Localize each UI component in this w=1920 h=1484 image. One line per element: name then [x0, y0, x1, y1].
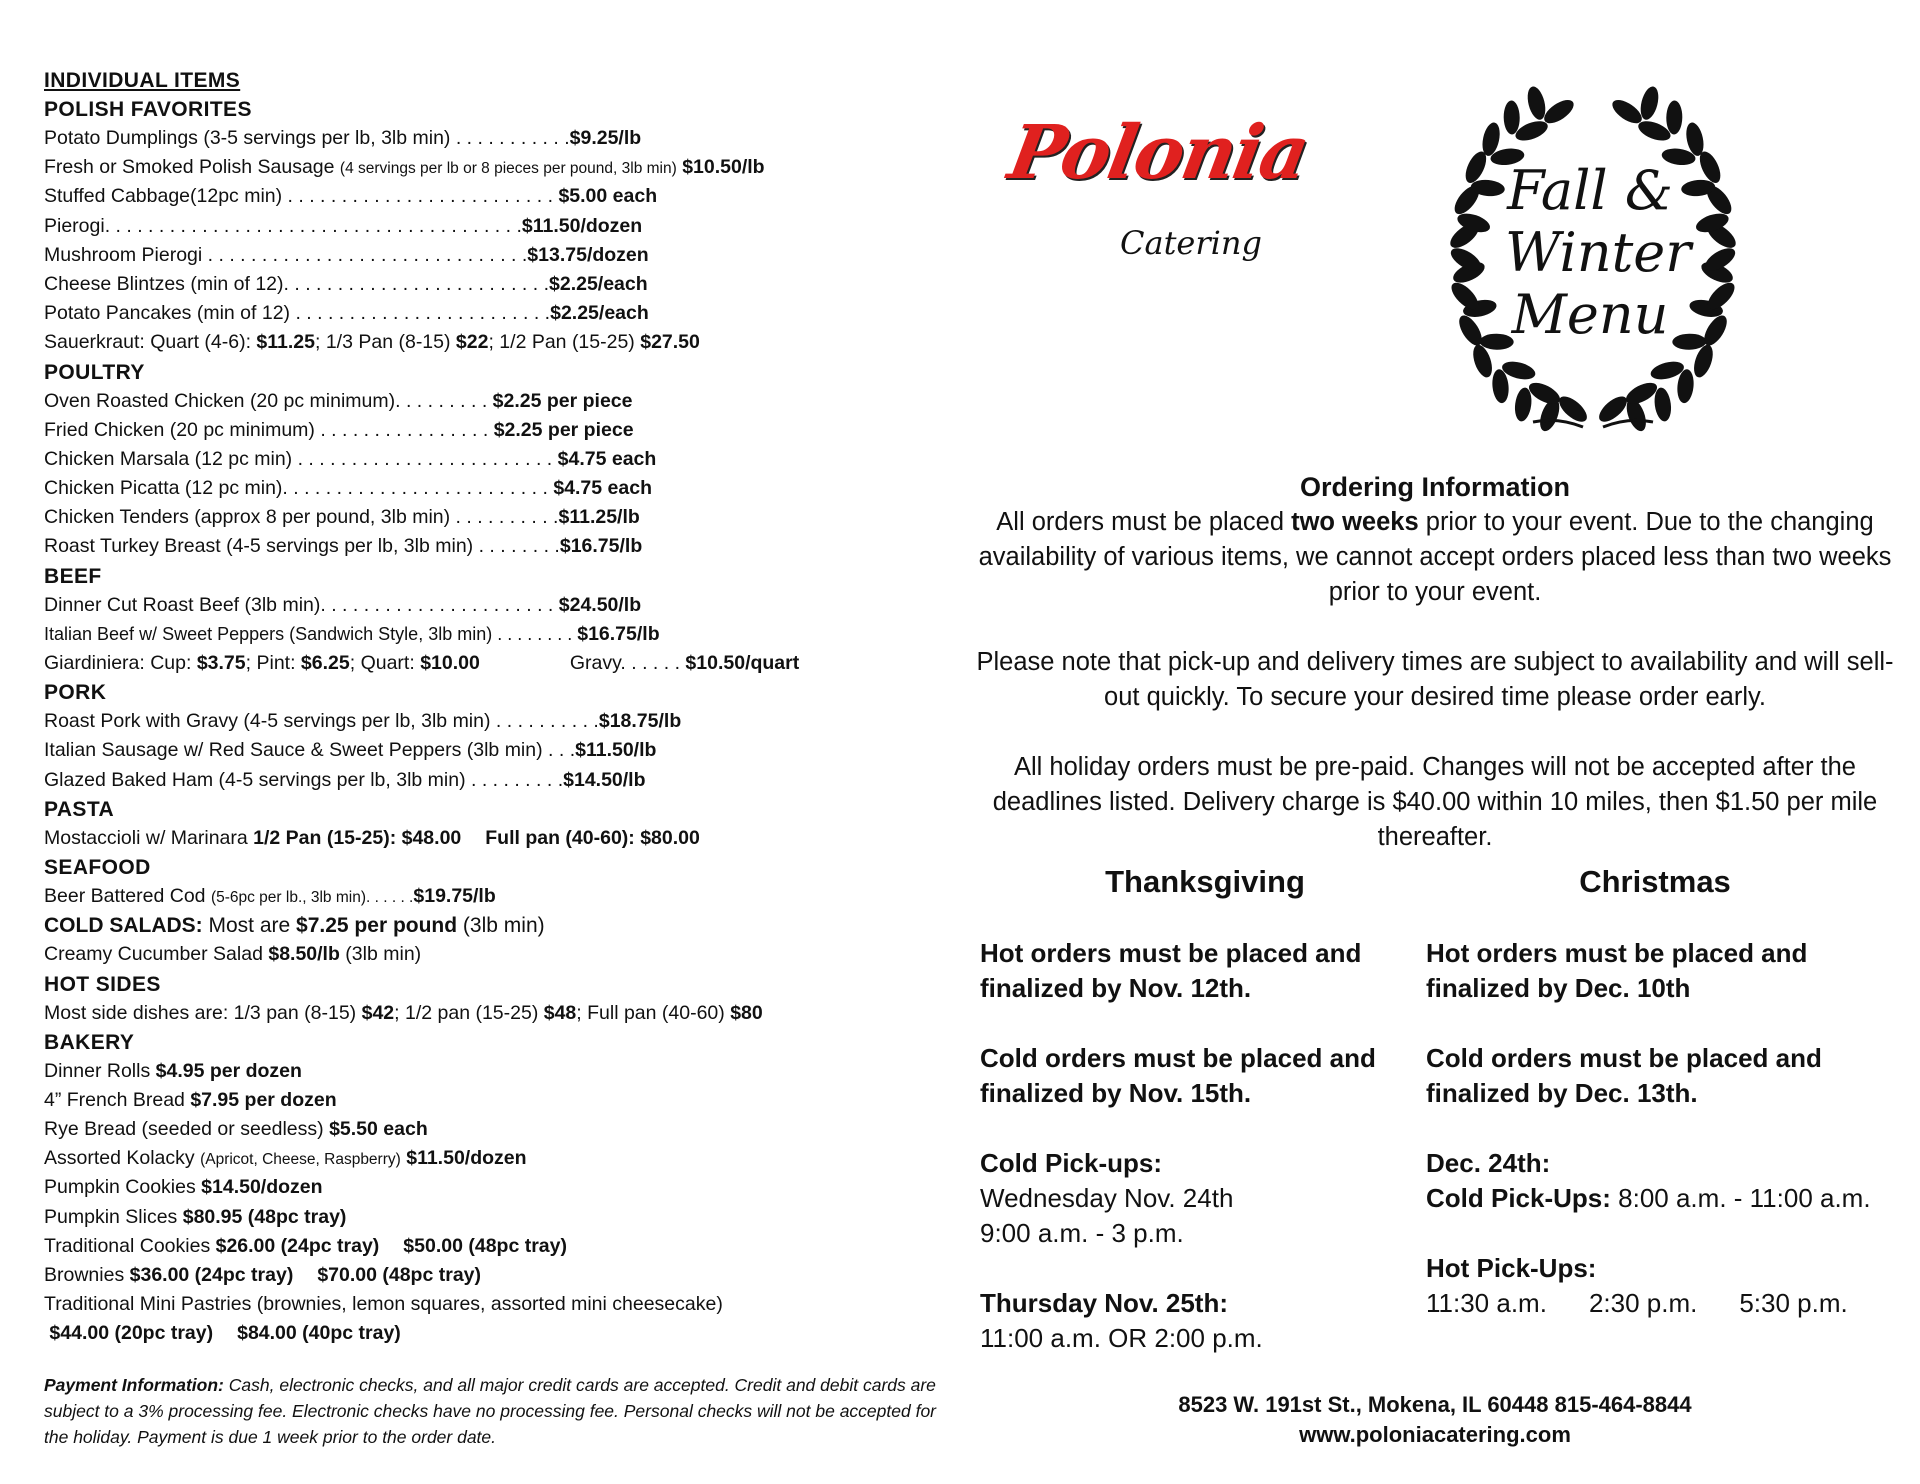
- laurel-leaf: [1653, 387, 1673, 423]
- dec-24-pickups: Dec. 24th: Cold Pick-Ups: 8:00 a.m. - 11:00 a.m.: [1426, 1148, 1871, 1213]
- menu-item: Beer Battered Cod (5-6pc per lb., 3lb min). . . . . .$19.75/lb: [44, 884, 496, 907]
- website-link[interactable]: www.poloniacatering.com: [1299, 1422, 1571, 1447]
- section-heading: POLISH FAVORITES: [44, 98, 252, 121]
- section-heading: SEAFOOD: [44, 855, 151, 879]
- thanksgiving-details: [980, 936, 1420, 1356]
- logo-wordmark: Polonia: [1002, 110, 1314, 196]
- hot-sides-line: Most side dishes are: 1/3 pan (8-15) $42; 1/2 pan (15-25) $48; Full pan (40-60) $80: [44, 1001, 763, 1024]
- menu-item-sauerkraut: Sauerkraut: Quart (4-6): $11.25; 1/3 Pan (8-15) $22; 1/2 Pan (15-25) $27.50: [44, 331, 700, 354]
- fall-winter-menu-title: [1505, 159, 1692, 346]
- ordering-info-paragraph: All orders must be placed two weeks prior to your event. Due to the changing availability of various items, we cannot accept orders placed less than two weeks prior to your event.: [978, 508, 1892, 606]
- section-heading: PASTA: [44, 797, 115, 821]
- pickup-time: 11:30 a.m.: [1426, 1288, 1547, 1318]
- menu-item: Oven Roasted Chicken (20 pc minimum). . . . . . . . . $2.25 per piece: [44, 389, 633, 412]
- menu-item: Chicken Marsala (12 pc min) . . . . . . . . . . . . . . . . . . . . . . . . $4.75 each: [44, 447, 657, 470]
- section-heading: PORK: [44, 681, 107, 705]
- logo-subtitle: Catering: [1120, 224, 1262, 262]
- menu-item-traditional-cookies: Traditional Cookies $26.00 (24pc tray) $50.00 (48pc tray): [44, 1234, 567, 1257]
- menu-item: Mushroom Pierogi . . . . . . . . . . . . . . . . . . . . . . . . . . . . . .$13.75/dozen: [44, 243, 649, 266]
- wreath-line: Menu: [1511, 283, 1669, 346]
- cold-order-deadline: Cold orders must be placed and finalized by Dec. 13th.: [1426, 1043, 1822, 1108]
- menu-item: Italian Beef w/ Sweet Peppers (Sandwich Style, 3lb min) . . . . . . . . $16.75/lb: [44, 622, 660, 645]
- menu-item-cucumber: Creamy Cucumber Salad $8.50/lb (3lb min): [44, 943, 422, 966]
- christmas-details: [1426, 936, 1896, 1321]
- menu-item: Cheese Blintzes (min of 12). . . . . . . . . . . . . . . . . . . . . . . . .$2.25/each: [44, 272, 648, 295]
- menu-item: Fried Chicken (20 pc minimum) . . . . . . . . . . . . . . . . $2.25 per piece: [44, 418, 634, 441]
- menu-item-mostaccioli: Mostaccioli w/ Marinara 1/2 Pan (15-25): $48.00 Full pan (40-60): $80.00: [44, 826, 700, 849]
- menu-item: Dinner Cut Roast Beef (3lb min). . . . . . . . . . . . . . . . . . . . . . $24.50/lb: [44, 593, 642, 616]
- menu-item: Dinner Rolls $4.95 per dozen: [44, 1059, 302, 1082]
- hot-order-deadline: Hot orders must be placed and finalized by Dec. 10th: [1426, 938, 1808, 1003]
- menu-item: Pumpkin Slices $80.95 (48pc tray): [44, 1205, 347, 1228]
- mini-pastries-prices: $44.00 (20pc tray) $84.00 (40pc tray): [49, 1322, 401, 1345]
- ordering-information: [970, 470, 1900, 855]
- menu-item: Potato Pancakes (min of 12) . . . . . . . . . . . . . . . . . . . . . . . .$2.25/each: [44, 302, 649, 325]
- menu-item: Fresh or Smoked Polish Sausage (4 servings per lb or 8 pieces per pound, 3lb min) $10.50/lb: [44, 156, 765, 179]
- menu-item: Rye Bread (seeded or seedless) $5.50 each: [44, 1118, 428, 1141]
- address-phone: 8523 W. 191st St., Mokena, IL 60448 815-464-8844: [1178, 1392, 1692, 1417]
- pickup-time: 5:30 p.m.: [1739, 1288, 1848, 1318]
- laurel-leaf: [1666, 100, 1683, 134]
- menu-item: Potato Dumplings (3-5 servings per lb, 3lb min) . . . . . . . . . . .$9.25/lb: [44, 127, 642, 149]
- laurel-leaf: [1513, 387, 1533, 423]
- menu-item-mini-pastries: Traditional Mini Pastries (brownies, lemon squares, assorted mini cheesecake): [44, 1293, 723, 1316]
- christmas-heading: Christmas: [1579, 864, 1731, 899]
- cold-salads-line: COLD SALADS: Most are $7.25 per pound (3lb min): [44, 914, 545, 938]
- hot-order-deadline: Hot orders must be placed and finalized by Nov. 12th.: [980, 938, 1362, 1003]
- menu-item: Chicken Tenders (approx 8 per pound, 3lb min) . . . . . . . . . .$11.25/lb: [44, 506, 640, 529]
- ordering-info-heading: Ordering Information: [1300, 472, 1570, 502]
- menu-item: Chicken Picatta (12 pc min). . . . . . . . . . . . . . . . . . . . . . . . . $4.75 each: [44, 477, 652, 500]
- laurel-leaf: [1672, 333, 1706, 350]
- polonia-logo: [1002, 100, 1314, 270]
- ordering-info-paragraph: Please note that pick-up and delivery times are subject to availability and will sell-out quickly. To secure your desired time please order early.: [976, 648, 1894, 711]
- menu-item: Stuffed Cabbage(12pc min) . . . . . . . . . . . . . . . . . . . . . . . . . $5.00 each: [44, 185, 658, 208]
- menu-item: Assorted Kolacky (Apricot, Cheese, Raspberry) $11.50/dozen: [44, 1147, 527, 1170]
- menu-item: Roast Turkey Breast (4-5 servings per lb, 3lb min) . . . . . . . .$16.75/lb: [44, 535, 643, 558]
- thursday-pickups: Thursday Nov. 25th: 11:00 a.m. OR 2:00 p.m.: [980, 1288, 1263, 1353]
- menu-item-brownies: Brownies $36.00 (24pc tray) $70.00 (48pc tray): [44, 1264, 481, 1286]
- laurel-leaf: [1503, 100, 1520, 134]
- pickup-time: 2:30 p.m.: [1588, 1288, 1698, 1318]
- contact-footer: [970, 1390, 1900, 1450]
- payment-information: Payment Information: Cash, electronic checks, and all major credit cards are accepted. Credit and debit cards are subject to a 3% processing fee. Electronic checks have no processing fee. Personal checks will not be accepted for the holiday. Payment is due 1 week prior to the order date.: [44, 1375, 937, 1447]
- menu-item: Glazed Baked Ham (4-5 servings per lb, 3lb min) . . . . . . . . .$14.50/lb: [44, 768, 646, 791]
- section-heading: HOT SIDES: [44, 972, 161, 996]
- cold-pickups: Cold Pick-ups: Wednesday Nov. 24th 9:00 a.m. - 3 p.m.: [980, 1148, 1234, 1248]
- menu-item: Pierogi. . . . . . . . . . . . . . . . . . . . . . . . . . . . . . . . . . . . . . .$11.50/dozen: [44, 214, 643, 237]
- section-heading: POULTRY: [44, 360, 145, 384]
- wreath-line: Winter: [1505, 221, 1692, 284]
- individual-items-heading: INDIVIDUAL ITEMS: [44, 69, 241, 92]
- wreath-line: Fall &: [1507, 159, 1673, 222]
- ordering-info-paragraph: All holiday orders must be pre-paid. Changes will not be accepted after the deadlines listed. Delivery charge is $40.00 within 10 miles, then $1.50 per mile thereafter.: [992, 753, 1878, 851]
- menu-item: 4” French Bread $7.95 per dozen: [44, 1088, 337, 1111]
- menu-item: Italian Sausage w/ Red Sauce & Sweet Peppers (3lb min) . . .$11.50/lb: [44, 739, 657, 762]
- menu-item: Roast Pork with Gravy (4-5 servings per lb, 3lb min) . . . . . . . . . .$18.75/lb: [44, 710, 682, 733]
- section-heading: BEEF: [44, 564, 102, 588]
- menu-item-giardiniera: Giardiniera: Cup: $3.75; Pint: $6.25; Quart: $10.00 Gravy. . . . . . $10.50/quart: [44, 652, 800, 674]
- menu-items-column: [44, 66, 954, 1349]
- section-heading: BAKERY: [44, 1030, 135, 1054]
- cold-order-deadline: Cold orders must be placed and finalized by Nov. 15th.: [980, 1043, 1376, 1108]
- menu-item: Pumpkin Cookies $14.50/dozen: [44, 1176, 323, 1199]
- thanksgiving-heading: Thanksgiving: [1105, 864, 1305, 899]
- hot-pickups: Hot Pick-Ups: 11:30 a.m. 2:30 p.m. 5:30 p.m.: [1426, 1251, 1896, 1321]
